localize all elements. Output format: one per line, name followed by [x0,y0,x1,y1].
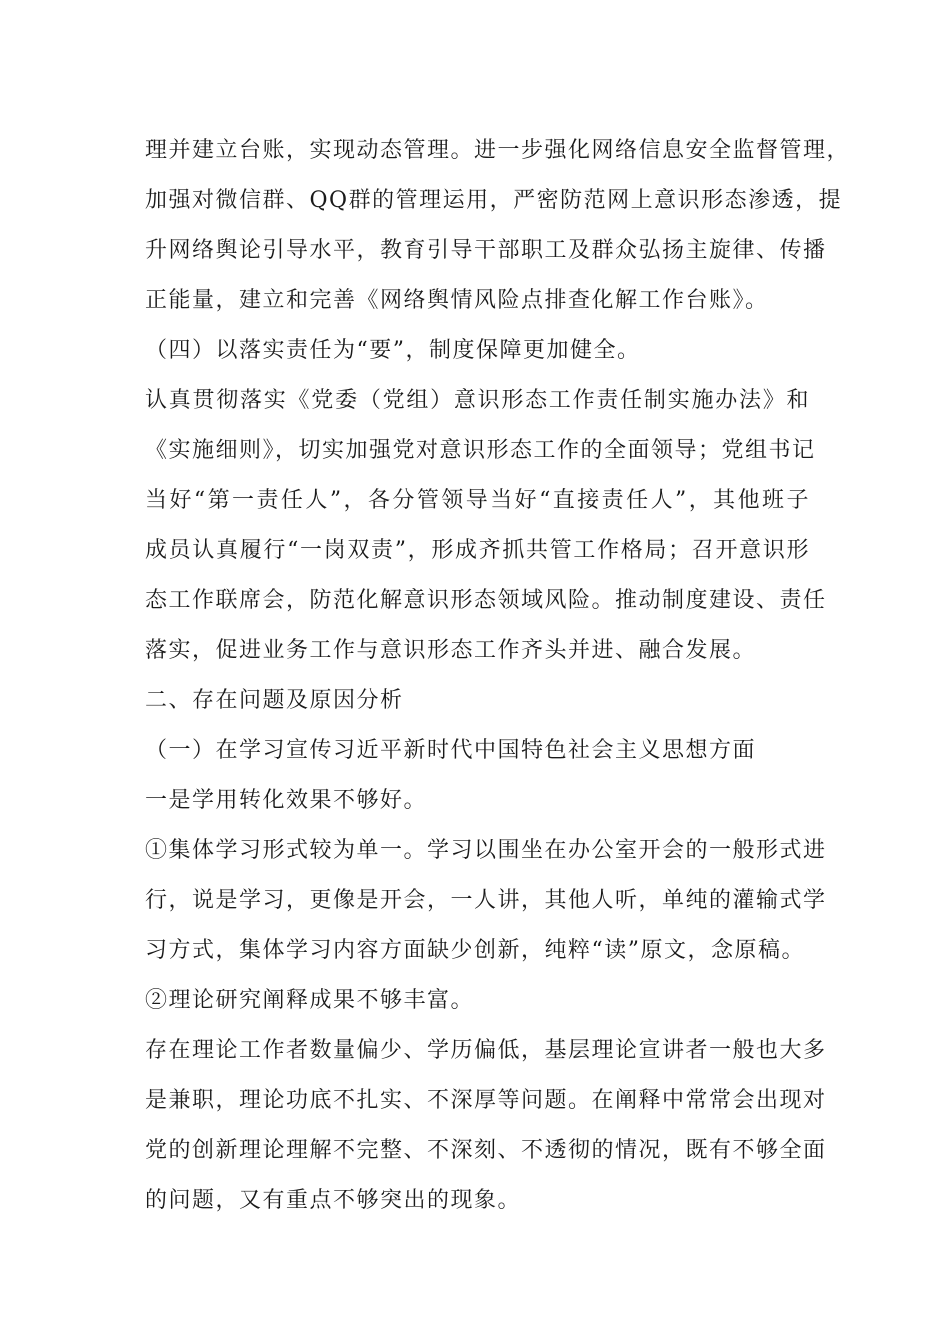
text-line: 当好“第一责任人”，各分管领导当好“直接责任人”，其他班子 [145,488,810,513]
text-line: 习方式，集体学习内容方面缺少创新，纯粹“读”原文，念原稿。 [145,938,805,963]
subheading-line: ②理论研究阐释成果不够丰富。 [145,988,475,1013]
text-line: 加强对微信群、QQ群的管理运用，严密防范网上意识形态渗透，提 [145,188,843,213]
text-line: 《实施细则》，切实加强党对意识形态工作的全面领导；党组书记 [145,438,816,463]
text-line: 党的创新理论理解不完整、不深刻、不透彻的情况，既有不够全面 [145,1138,827,1163]
text-line: ①集体学习形式较为单一。学习以围坐在办公室开会的一般形式进 [145,838,827,863]
text-line: 正能量，建立和完善《网络舆情风险点排查化解工作台账》。 [145,288,769,313]
section-heading-1: （一）在学习宣传习近平新时代中国特色社会主义思想方面 [145,738,757,763]
text-line: 认真贯彻落实《党委（党组）意识形态工作责任制实施办法》和 [145,388,810,413]
text-line: 存在理论工作者数量偏少、学历偏低，基层理论宣讲者一般也大多 [145,1038,827,1063]
text-line: 落实，促进业务工作与意识形态工作齐头并进、融合发展。 [145,638,757,663]
document-body [145,126,851,1226]
subheading-line: 一是学用转化效果不够好。 [145,788,428,813]
text-line: 成员认真履行“一岗双责”，形成齐抓共管工作格局；召开意识形 [145,538,810,563]
text-line: 的问题，又有重点不够突出的现象。 [145,1188,522,1213]
text-line: 是兼职，理论功底不扎实、不深厚等问题。在阐释中常常会出现对 [145,1088,827,1113]
text-line: 理并建立台账，实现动态管理。进一步强化网络信息安全监督管理， [145,138,851,163]
chapter-heading-2: 二、存在问题及原因分析 [145,688,404,713]
text-line: 升网络舆论引导水平，教育引导干部职工及群众弘扬主旋律、传播 [145,238,827,263]
section-heading-4: （四）以落实责任为“要”，制度保障更加健全。 [145,338,641,363]
text-line: 行，说是学习，更像是开会，一人讲，其他人听，单纯的灌输式学 [145,888,827,913]
text-line: 态工作联席会，防范化解意识形态领域风险。推动制度建设、责任 [145,588,827,613]
